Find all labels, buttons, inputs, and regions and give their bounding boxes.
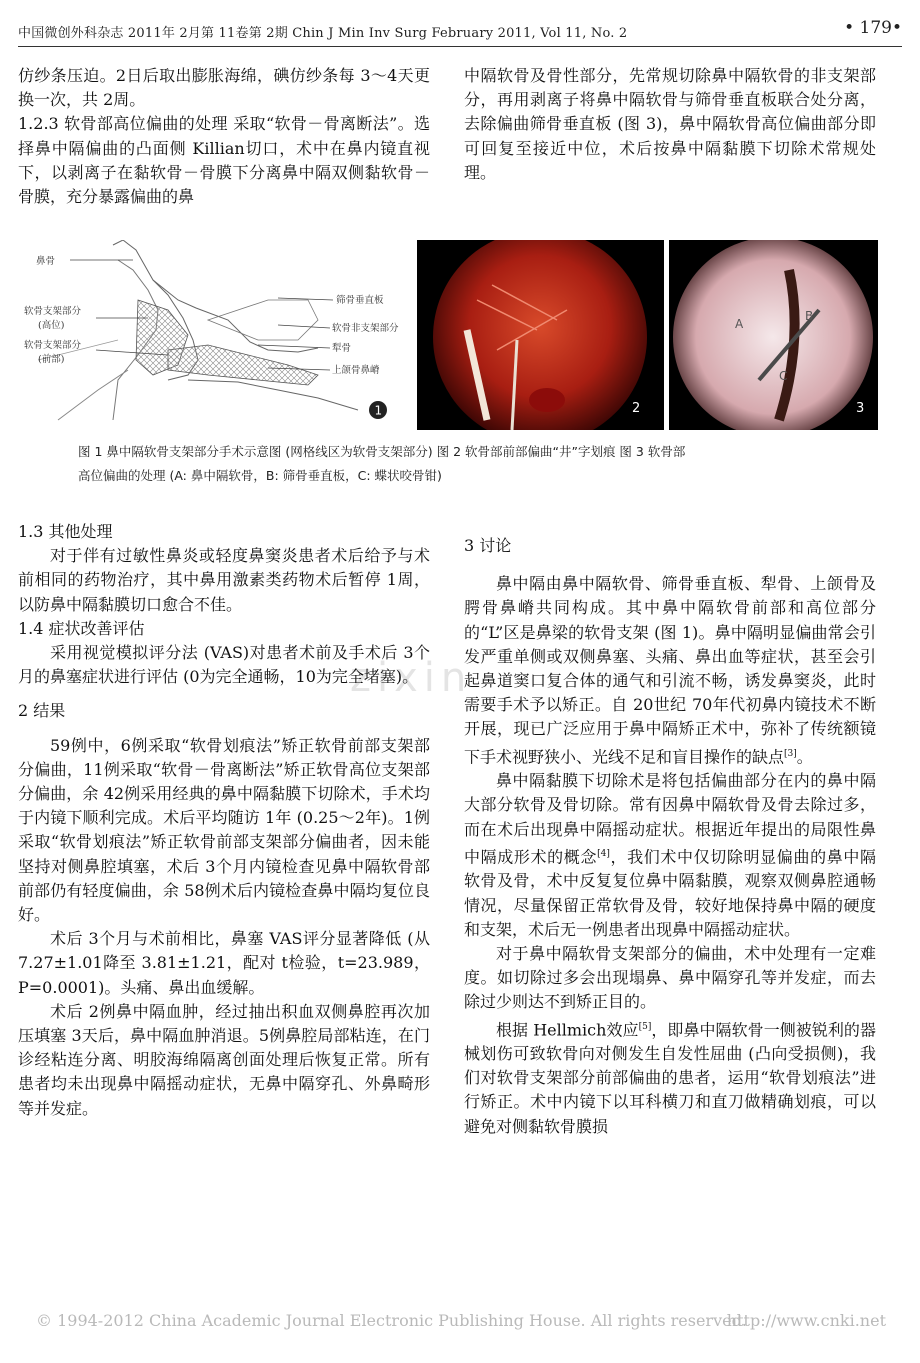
caption-line: 高位偏曲的处理 (A: 鼻中隔软骨，B: 筛骨垂直板，C: 蝶状咬骨钳) — [78, 468, 442, 483]
left-column-top — [18, 64, 430, 209]
footer-url[interactable]: http://www.cnki.net — [726, 1311, 886, 1330]
label-c: C — [779, 369, 788, 383]
figure-3-image — [669, 240, 878, 430]
septum-diagram — [18, 240, 413, 430]
watermark: zixin — [350, 655, 473, 701]
figure-2-image — [417, 240, 664, 430]
paragraph: 对于伴有过敏性鼻炎或轻度鼻窦炎患者术后给予与术前相同的药物治疗，其中鼻用激素类药物术后暂停 1周，以防鼻中隔黏膜切口愈合不佳。 — [18, 546, 430, 614]
caption-line: 图 1 鼻中隔软骨支架部分手术示意图 (网格线区为软骨支架部分) 图 2 软骨部前部偏曲“井”字划痕 图 3 软骨部 — [78, 444, 686, 459]
journal-header: 中国微创外科杂志 2011年 2月第 11卷第 2期 Chin J Min Inv Surg February 2011, Vol 11, No. 2 — [18, 26, 628, 41]
label-nasal-bone: 鼻骨 — [36, 256, 56, 267]
paragraph: 仿纱条压迫。2日后取出膨胀海绵，碘仿纱条每 3～4天更换一次，共 2周。 — [18, 66, 430, 110]
figure-1-number: 1 — [374, 403, 383, 418]
page-number: • 179• — [844, 18, 902, 38]
paragraph: 中隔软骨及骨性部分，先常规切除鼻中隔软骨的非支架部分，再用剥离子将鼻中隔软骨与筛骨垂直板联合处分离，去除偏曲筛骨垂直板 (图 3)，鼻中隔软骨高位偏曲部分即可回复至接近中位，术后按鼻中隔黏膜下切除术常规处理。 — [464, 66, 876, 182]
label-maxillary-crest: 上颌骨鼻嵴 — [332, 365, 380, 376]
page-footer — [36, 1311, 886, 1333]
label-non-support: 软骨非支架部分 — [332, 323, 399, 334]
figure-1-diagram — [18, 240, 413, 430]
right-column-bottom — [464, 534, 876, 1139]
label-b: B — [805, 309, 814, 323]
figure-3-endoscope-photo — [669, 240, 878, 430]
copyright-text: © 1994-2012 China Academic Journal Electronic Publishing House. All rights reserved. — [36, 1311, 747, 1330]
label-perpendicular-plate: 筛骨垂直板 — [336, 295, 384, 306]
figure-row — [18, 240, 878, 430]
paragraph: 采用视觉模拟评分法 (VAS)对患者术前及手术后 3个月的鼻塞症状进行评估 (0为完全通畅，10为完全堵塞)。 — [18, 643, 430, 687]
figure-caption — [78, 440, 838, 488]
text-run: 鼻中隔黏膜下切除术是将包括偏曲部分在内的鼻中隔大部分软骨及骨切除。常有因鼻中隔软骨及骨去除过多，而在术后出现鼻中隔摇动症状。根据近年提出的局限性鼻中隔成形术的概念 — [464, 771, 876, 867]
label-high: (高位) — [38, 320, 65, 331]
header-rule — [18, 46, 902, 47]
label-cartilage-high: 软骨支架部分 — [24, 306, 82, 317]
text-run: 鼻中隔由鼻中隔软骨、筛骨垂直板、犁骨、上颌骨及腭骨鼻嵴共同构成。其中鼻中隔软骨前部和高位部分的“L”区是鼻梁的软骨支架 (图 1)。鼻中隔明显偏曲常会引发严重单侧或双侧鼻塞、头痛、鼻出血等症状，甚至会引起鼻道窦口复合体的通气和引流不畅，诱发鼻窦炎，此时需要手术予以矫正。自 20世纪 70年代初鼻内镜技术不断开展，现已广泛应用于鼻中隔矫正术中，弥补了传统额镜下手术视野狭小、光线不足和盲目操作的缺点 — [464, 574, 876, 766]
label-cartilage-front: 软骨支架部分 — [24, 340, 82, 351]
paragraph: 1.2.3 软骨部高位偏曲的处理 采取“软骨－骨离断法”。选择鼻中隔偏曲的凸面侧 Killian切口，术中在鼻内镜直视下，以剥离子在黏软骨－骨膜下分离鼻中隔双侧黏软骨－骨膜，充分暴露偏曲的鼻 — [18, 114, 430, 207]
section-heading: 2 结果 — [18, 701, 66, 721]
citation: [3] — [784, 748, 797, 759]
text-run: ，即鼻中隔软骨一侧被锐利的器械划伤可致软骨向对侧发生自发性屈曲 (凸向受损侧)，我们对软骨支架部分前部偏曲的患者，运用“软骨划痕法”进行矫正。术中内镜下以耳科横刀和直刀做精确划痕，可以避免对侧黏软骨膜损 — [464, 1019, 876, 1136]
paragraph — [464, 1015, 876, 1139]
right-column-top — [464, 64, 876, 185]
page-header — [18, 18, 902, 44]
section-heading: 1.3 其他处理 — [18, 522, 113, 541]
text-run: ，我们术中仅切除明显偏曲的鼻中隔软骨及骨，术中反复复位鼻中隔黏膜，观察双侧鼻腔通畅情况，尽量保留正常软骨及骨，较好地保持鼻中隔的硬度和支架，术后无一例患者出现鼻中隔摇动症状。 — [464, 847, 876, 939]
paragraph — [464, 769, 876, 942]
citation: [5] — [638, 1021, 652, 1032]
left-column-bottom — [18, 520, 430, 1121]
citation: [4] — [597, 848, 610, 859]
figure-2-number: 2 — [632, 401, 641, 416]
label-a: A — [735, 317, 744, 331]
label-vomer: 犁骨 — [332, 343, 352, 354]
paragraph: 59例中，6例采取“软骨划痕法”矫正软骨前部支架部分偏曲，11例采取“软骨－骨离断法”矫正软骨高位支架部分偏曲，余 42例采用经典的鼻中隔黏膜下切除术，手术均于内镜下顺利完成。术后平均随访 1年 (0.25～2年)。1例采取“软骨划痕法”矫正软骨前部支架部分偏曲者，因未能坚持对侧鼻腔填塞，术后 3个月内镜检查见鼻中隔软骨部前部仍有轻度偏曲，余 58例术后内镜检查鼻中隔均复位良好。 — [18, 735, 430, 925]
label-front: (前部) — [38, 354, 65, 365]
paragraph: 对于鼻中隔软骨支架部分的偏曲，术中处理有一定难度。如切除过多会出现塌鼻、鼻中隔穿孔等并发症，而去除过少则达不到矫正目的。 — [464, 943, 876, 1012]
figure-2-endoscope-photo — [417, 240, 664, 430]
text-run: 根据 Hellmich效应 — [496, 1019, 639, 1039]
paragraph: 术后 3个月与术前相比，鼻塞 VAS评分显著降低 (从 7.27±1.01降至 3.81±1.21，配对 t检验，t=23.989，P=0.0001)。头痛、鼻出血缓解。 — [18, 929, 430, 997]
paragraph: 鼻中隔由鼻中隔软骨、筛骨垂直板、犁骨、上颌骨及腭骨鼻嵴共同构成。其中鼻中隔软骨前部和高位部分的“L”区是鼻梁的软骨支架 (图 1)。鼻中隔明显偏曲常会引发严重单侧或双侧鼻塞、头痛、鼻出血等症状，甚至会引起鼻道窦口复合体的通气和引流不畅，诱发鼻窦炎，此时需要手术予以矫正。自 20世纪 70年代初鼻内镜技术不断开展，现已广泛应用于鼻中隔矫正术中，弥补了传统额镜下手术视野狭小、光线不足和盲目操作的缺点[3]。 — [464, 574, 876, 766]
section-heading: 3 讨论 — [464, 536, 512, 555]
paragraph: 术后 2例鼻中隔血肿，经过抽出积血双侧鼻腔再次加压填塞 3天后，鼻中隔血肿消退。5例鼻腔局部粘连，在门诊经粘连分离、明胶海绵隔离创面处理后恢复正常。所有患者均未出现鼻中隔摇动症状，无鼻中隔穿孔、外鼻畸形等并发症。 — [18, 1001, 430, 1118]
figure-3-number: 3 — [856, 401, 865, 416]
section-heading: 1.4 症状改善评估 — [18, 618, 145, 638]
